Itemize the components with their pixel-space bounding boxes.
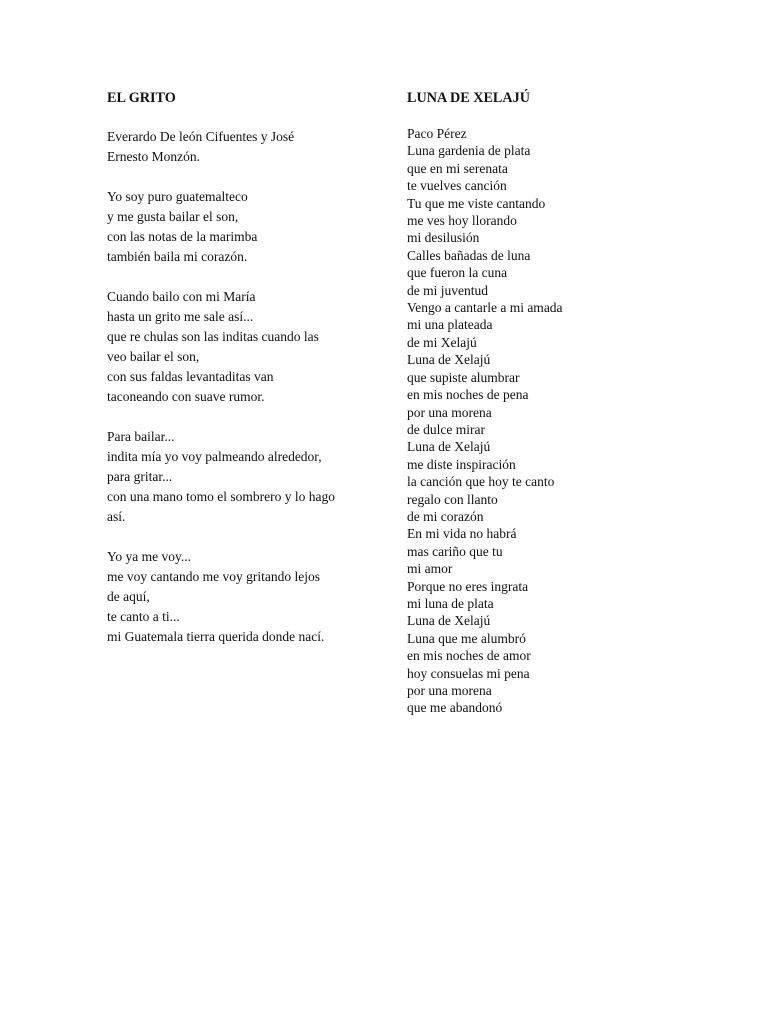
poem-line: con sus faldas levantaditas van <box>107 369 274 384</box>
poem-line: En mi vida no habrá <box>407 526 517 542</box>
poem-line: Paco Pérez <box>407 126 467 141</box>
poem-line: mi amor <box>407 561 453 577</box>
poem-line: veo bailar el son, <box>107 349 200 364</box>
poem-line: Yo soy puro guatemalteco <box>107 189 248 204</box>
poem-line: me diste inspiración <box>407 456 516 472</box>
poem-line: en mis noches de amor <box>407 648 531 664</box>
poem-line: mi Guatemala tierra querida donde nací. <box>107 629 325 644</box>
right-poem <box>407 88 617 737</box>
poem-line: Vengo a cantarle a mi amada <box>407 300 563 316</box>
left-poem <box>107 88 367 667</box>
stanza-3 <box>107 427 367 527</box>
poem-line: de mi corazón <box>407 508 484 524</box>
poem-line: con las notas de la marimba <box>107 229 258 244</box>
poem-line: me ves hoy llorando <box>407 213 517 229</box>
poem-line: mi luna de plata <box>407 595 494 611</box>
poem-line: por una morena <box>407 404 492 420</box>
poem-line: por una morena <box>407 683 492 698</box>
poem-line: me voy cantando me voy gritando lejos <box>107 569 320 584</box>
poem-line: Porque no eres ingrata <box>407 578 529 594</box>
poem-line: de dulce mirar <box>407 421 485 437</box>
poem-line: regalo con llanto <box>407 491 498 507</box>
poem-line: Yo ya me voy... <box>107 549 192 564</box>
poem-line: te canto a ti... <box>107 609 180 624</box>
poem-line: mi una plateada <box>407 317 493 333</box>
poem-line: Tu que me viste cantando <box>407 195 546 211</box>
stanza-2 <box>107 287 367 407</box>
poem-line: hasta un grito me sale así... <box>107 309 254 324</box>
poem-line: Luna de Xelajú <box>407 439 491 455</box>
poem-line: te vuelves canción <box>407 178 507 194</box>
poem-line: con una mano tomo el sombrero y lo hago <box>107 489 335 504</box>
poem-line: que en mi serenata <box>407 160 508 176</box>
right-poem-title: LUNA DE XELAJÚ <box>407 90 530 106</box>
poem-line: que me abandonó <box>407 700 503 716</box>
poem-line: Luna de Xelajú <box>407 613 491 629</box>
poem-line: en mis noches de pena <box>407 387 529 403</box>
poem-line: hoy consuelas mi pena <box>407 665 530 681</box>
poem-line: mi desilusión <box>407 230 480 246</box>
poem-line: Luna que me alumbró <box>407 630 526 646</box>
left-poem-authors <box>107 127 367 167</box>
poem-line: para gritar... <box>107 469 173 484</box>
poem-line: la canción que hoy te canto <box>407 474 555 490</box>
stanza-4 <box>107 547 367 647</box>
author-line: Ernesto Monzón. <box>107 149 200 164</box>
poem-line: que supiste alumbrar <box>407 369 520 385</box>
poem-line: que fueron la cuna <box>407 265 508 281</box>
poem-line: de aquí, <box>107 589 150 604</box>
poem-line: que re chulas son las inditas cuando las <box>107 329 319 344</box>
poem-line: Luna de Xelajú <box>407 352 491 368</box>
poem-line: y me gusta bailar el son, <box>107 209 239 224</box>
poem-line: Para bailar... <box>107 429 175 444</box>
poem-line: indita mía yo voy palmeando alrededor, <box>107 449 322 464</box>
poem-line: Cuando bailo con mi María <box>107 289 256 304</box>
author-line: Everardo De león Cifuentes y José <box>107 129 295 144</box>
poem-line: así. <box>107 509 126 524</box>
poem-line: también baila mi corazón. <box>107 249 248 264</box>
poem-line: mas cariño que tu <box>407 543 503 559</box>
poem-line: Calles bañadas de luna <box>407 247 531 263</box>
poem-line: de mi Xelajú <box>407 334 477 350</box>
poem-line: taconeando con suave rumor. <box>107 389 265 404</box>
poem-line: de mi juventud <box>407 282 488 298</box>
stanza-1 <box>107 187 367 267</box>
right-poem-body <box>407 125 617 717</box>
left-poem-title: EL GRITO <box>107 90 176 106</box>
poem-line: Luna gardenia de plata <box>407 143 531 159</box>
